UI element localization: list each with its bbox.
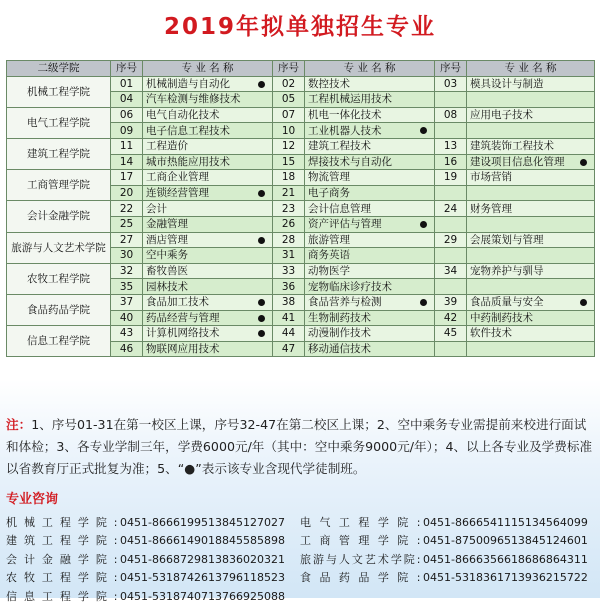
- contact-phone: 0451-86661490: [120, 534, 208, 548]
- table-header-row: [7, 61, 595, 77]
- major-label: 工业机器人技术: [308, 124, 382, 137]
- major-label: 生物制药技术: [308, 311, 371, 324]
- major-label: 中药制药技术: [470, 311, 533, 324]
- major-number: 37: [111, 294, 143, 310]
- major-name: [467, 216, 595, 232]
- major-number: 19: [435, 170, 467, 186]
- table-row: [7, 232, 595, 248]
- major-number: 41: [273, 310, 305, 326]
- major-number: 21: [273, 185, 305, 201]
- contact-entry: [6, 514, 300, 532]
- major-number: 35: [111, 279, 143, 295]
- major-name: [143, 232, 273, 248]
- apprenticeship-dot-icon: [420, 299, 427, 306]
- header-num: 序号: [273, 61, 305, 77]
- major-number: 10: [273, 123, 305, 139]
- major-name: [143, 170, 273, 186]
- major-label: 市场营销: [470, 171, 512, 184]
- apprenticeship-dot-icon: [258, 299, 265, 306]
- major-number: 05: [273, 92, 305, 108]
- major-number: 20: [111, 185, 143, 201]
- notes: [6, 414, 596, 480]
- college-name: 会计金融学院: [7, 201, 111, 232]
- contact-mobile: 15134564099: [510, 516, 588, 529]
- contact-phone: 0451-86687298: [120, 552, 208, 566]
- contact-college: 旅游与人文艺术学院:: [300, 552, 421, 566]
- major-number: 28: [273, 232, 305, 248]
- table-row: [7, 107, 595, 123]
- major-name: [467, 92, 595, 108]
- major-label: 电子信息工程技术: [146, 124, 230, 137]
- major-label: 食品质量与安全: [470, 296, 544, 309]
- major-number: 27: [111, 232, 143, 248]
- college-name: 建筑工程学院: [7, 138, 111, 169]
- major-number: [435, 185, 467, 201]
- contact-entry: [6, 551, 300, 569]
- major-number: 40: [111, 310, 143, 326]
- contact-mobile: 18686864311: [510, 552, 588, 566]
- major-name: [305, 232, 435, 248]
- major-number: 42: [435, 310, 467, 326]
- college-name: 电气工程学院: [7, 107, 111, 138]
- major-name: [143, 279, 273, 295]
- major-number: 17: [111, 170, 143, 186]
- header-num: 序号: [435, 61, 467, 77]
- major-name: [143, 92, 273, 108]
- contact-entry: [300, 532, 596, 550]
- major-name: [467, 123, 595, 139]
- major-name: [305, 263, 435, 279]
- major-name: [467, 170, 595, 186]
- table-row: [7, 76, 595, 92]
- header-major: 专 业 名 称: [143, 61, 273, 77]
- major-label: 宠物养护与驯导: [470, 265, 544, 278]
- major-name: [467, 263, 595, 279]
- major-name: [305, 154, 435, 170]
- major-number: 43: [111, 326, 143, 342]
- major-name: [143, 216, 273, 232]
- major-name: [143, 294, 273, 310]
- major-name: [305, 123, 435, 139]
- major-number: [435, 341, 467, 357]
- major-label: 畜牧兽医: [146, 265, 188, 278]
- major-name: [143, 326, 273, 342]
- major-name: [143, 341, 273, 357]
- major-label: 食品加工技术: [146, 296, 209, 309]
- contact-phone: 0451-53183617: [422, 571, 511, 585]
- major-number: 38: [273, 294, 305, 310]
- major-name: [467, 107, 595, 123]
- major-label: 工程造价: [146, 140, 188, 153]
- major-number: 32: [111, 263, 143, 279]
- major-label: 汽车检测与维修技术: [146, 93, 241, 106]
- major-name: [305, 310, 435, 326]
- major-label: 焊接技术与自动化: [308, 155, 392, 168]
- program-table: [6, 60, 595, 357]
- major-name: [143, 185, 273, 201]
- apprenticeship-dot-icon: [258, 190, 265, 197]
- contact-college: 信息工程学院:: [6, 589, 118, 603]
- contact-college: 农牧工程学院:: [6, 571, 118, 585]
- major-name: [305, 138, 435, 154]
- apprenticeship-dot-icon: [258, 237, 265, 244]
- major-number: 03: [435, 76, 467, 92]
- major-label: 商务英语: [308, 249, 350, 262]
- contact-entry: [300, 551, 596, 569]
- major-label: 建筑工程技术: [308, 140, 371, 153]
- college-name: 信息工程学院: [7, 326, 111, 357]
- notes-lead: 注：: [6, 417, 32, 432]
- major-number: 11: [111, 138, 143, 154]
- apprenticeship-dot-icon: [258, 330, 265, 337]
- major-number: 14: [111, 154, 143, 170]
- major-label: 物联网应用技术: [146, 342, 220, 355]
- table-row: [7, 294, 595, 310]
- contact-row: [6, 588, 596, 606]
- major-number: 46: [111, 341, 143, 357]
- major-number: 09: [111, 123, 143, 139]
- major-label: 软件技术: [470, 327, 512, 340]
- major-number: 13: [435, 138, 467, 154]
- major-label: 模具设计与制造: [470, 77, 544, 90]
- major-number: 22: [111, 201, 143, 217]
- major-label: 城市热能应用技术: [146, 155, 230, 168]
- header-major: 专 业 名 称: [305, 61, 435, 77]
- major-name: [305, 92, 435, 108]
- major-name: [143, 201, 273, 217]
- college-name: 食品药品学院: [7, 294, 111, 325]
- major-name: [143, 248, 273, 264]
- major-name: [467, 201, 595, 217]
- major-number: 30: [111, 248, 143, 264]
- major-name: [305, 216, 435, 232]
- contacts: [6, 514, 596, 606]
- consult-title: 专业咨询: [6, 492, 59, 507]
- major-label: 会展策划与管理: [470, 233, 544, 246]
- major-number: 45: [435, 326, 467, 342]
- major-name: [305, 341, 435, 357]
- apprenticeship-dot-icon: [580, 299, 587, 306]
- college-name: 旅游与人文艺术学院: [7, 232, 111, 263]
- contact-phone: 0451-86663566: [422, 552, 511, 566]
- major-label: 酒店管理: [146, 233, 188, 246]
- major-name: [467, 310, 595, 326]
- major-label: 园林技术: [146, 280, 188, 293]
- major-name: [467, 326, 595, 342]
- major-label: 空中乘务: [146, 249, 188, 262]
- contact-entry: [6, 588, 300, 606]
- college-name: 农牧工程学院: [7, 263, 111, 294]
- major-label: 药品经营与管理: [146, 311, 220, 324]
- contact-entry: [300, 514, 596, 532]
- major-number: 33: [273, 263, 305, 279]
- major-name: [467, 76, 595, 92]
- apprenticeship-dot-icon: [420, 127, 427, 134]
- major-name: [467, 294, 595, 310]
- major-number: 29: [435, 232, 467, 248]
- contact-entry: [6, 569, 300, 587]
- apprenticeship-dot-icon: [420, 221, 427, 228]
- major-name: [467, 341, 595, 357]
- contact-college: 机械工程学院:: [6, 516, 118, 529]
- major-label: 电子商务: [308, 187, 350, 200]
- major-label: 宠物临床诊疗技术: [308, 280, 392, 293]
- contact-phone: 0451-53187426: [120, 571, 208, 585]
- major-label: 机电一体化技术: [308, 109, 382, 122]
- major-number: 47: [273, 341, 305, 357]
- header-college: 二级学院: [7, 61, 111, 77]
- major-name: [467, 138, 595, 154]
- major-name: [467, 185, 595, 201]
- major-label: 电气自动化技术: [146, 109, 220, 122]
- major-label: 会计信息管理: [308, 202, 371, 215]
- contact-mobile: 13766925088: [208, 589, 285, 603]
- major-name: [467, 232, 595, 248]
- major-name: [305, 76, 435, 92]
- major-name: [305, 294, 435, 310]
- major-label: 金融管理: [146, 218, 188, 231]
- major-name: [143, 310, 273, 326]
- contact-row: [6, 569, 596, 587]
- major-number: 12: [273, 138, 305, 154]
- major-number: 04: [111, 92, 143, 108]
- major-number: 16: [435, 154, 467, 170]
- major-name: [467, 154, 595, 170]
- major-name: [143, 76, 273, 92]
- major-number: 36: [273, 279, 305, 295]
- college-name: 机械工程学院: [7, 76, 111, 107]
- major-number: 01: [111, 76, 143, 92]
- college-name: 工商管理学院: [7, 170, 111, 201]
- major-number: 18: [273, 170, 305, 186]
- contact-college: 电气工程学院:: [300, 516, 421, 529]
- contact-mobile: 18845585898: [208, 534, 285, 548]
- notes-text: 1、序号01-31在第一校区上课，序号32-47在第二校区上课；2、空中乘务专业需提前来校进行面试和体检；3、各专业学制三年，学费6000元/年（其中：空中乘务9000元/年）；4、以上各专业及学费标准以省教育厅正式批复为准；5、“●”表示该专业含现代学徒制班。: [6, 417, 593, 476]
- contact-entry: [300, 569, 596, 587]
- major-number: [435, 92, 467, 108]
- major-name: [143, 154, 273, 170]
- major-label: 资产评估与管理: [308, 218, 382, 231]
- contact-entry: [6, 532, 300, 550]
- major-label: 连锁经营管理: [146, 187, 209, 200]
- major-number: 08: [435, 107, 467, 123]
- contact-row: [6, 514, 596, 532]
- major-label: 旅游管理: [308, 233, 350, 246]
- apprenticeship-dot-icon: [580, 159, 587, 166]
- major-label: 动物医学: [308, 265, 350, 278]
- major-name: [305, 326, 435, 342]
- major-number: 31: [273, 248, 305, 264]
- major-number: [435, 216, 467, 232]
- table-row: [7, 326, 595, 342]
- contact-row: [6, 551, 596, 569]
- contact-mobile: 13845124601: [510, 534, 588, 548]
- major-label: 工商企业管理: [146, 171, 209, 184]
- major-label: 财务管理: [470, 202, 512, 215]
- major-name: [305, 248, 435, 264]
- major-label: 物流管理: [308, 171, 350, 184]
- apprenticeship-dot-icon: [258, 81, 265, 88]
- apprenticeship-dot-icon: [258, 315, 265, 322]
- major-label: 机械制造与自动化: [146, 77, 230, 90]
- major-number: 06: [111, 107, 143, 123]
- contact-phone: 0451-86661995: [120, 516, 208, 529]
- contact-college: 食品药品学院:: [300, 571, 421, 585]
- major-number: 15: [273, 154, 305, 170]
- major-name: [467, 279, 595, 295]
- major-label: 食品营养与检测: [308, 296, 382, 309]
- major-label: 工程机械运用技术: [308, 93, 392, 106]
- major-number: 26: [273, 216, 305, 232]
- contact-row: [6, 532, 596, 550]
- contact-college: 工商管理学院:: [300, 534, 421, 548]
- major-number: 02: [273, 76, 305, 92]
- major-number: 07: [273, 107, 305, 123]
- major-label: 移动通信技术: [308, 342, 371, 355]
- contact-phone: 0451-53187407: [120, 589, 208, 603]
- major-label: 应用电子技术: [470, 109, 533, 122]
- major-label: 计算机网络技术: [146, 327, 220, 340]
- major-label: 数控技术: [308, 77, 350, 90]
- major-number: 23: [273, 201, 305, 217]
- major-name: [143, 138, 273, 154]
- major-name: [305, 170, 435, 186]
- major-label: 建筑装饰工程技术: [470, 140, 554, 153]
- contact-phone: 0451-87500965: [422, 534, 511, 548]
- header-major: 专 业 名 称: [467, 61, 595, 77]
- major-number: [435, 279, 467, 295]
- major-number: [435, 248, 467, 264]
- major-number: 44: [273, 326, 305, 342]
- major-number: [435, 123, 467, 139]
- contact-college: 会计金融学院:: [6, 552, 118, 566]
- page-title: 2019年拟单独招生专业: [163, 14, 436, 40]
- major-label: 建设项目信息化管理: [470, 155, 565, 168]
- major-number: 34: [435, 263, 467, 279]
- header-num: 序号: [111, 61, 143, 77]
- table-row: [7, 201, 595, 217]
- major-label: 会计: [146, 202, 167, 215]
- table-row: [7, 138, 595, 154]
- contact-mobile: 13796118523: [208, 571, 285, 585]
- major-name: [143, 123, 273, 139]
- major-label: 动漫制作技术: [308, 327, 371, 340]
- contact-college: 建筑工程学院:: [6, 534, 118, 548]
- major-name: [305, 201, 435, 217]
- major-number: 39: [435, 294, 467, 310]
- major-name: [467, 248, 595, 264]
- major-name: [305, 185, 435, 201]
- major-name: [305, 279, 435, 295]
- major-name: [143, 263, 273, 279]
- contact-mobile: 13836020321: [208, 552, 285, 566]
- contact-phone: 0451-86665411: [422, 516, 511, 529]
- table-row: [7, 263, 595, 279]
- contact-mobile: 13845127027: [208, 516, 285, 529]
- major-number: 25: [111, 216, 143, 232]
- contact-mobile: 13936215722: [510, 571, 588, 585]
- major-name: [305, 107, 435, 123]
- table-row: [7, 170, 595, 186]
- major-number: 24: [435, 201, 467, 217]
- major-name: [143, 107, 273, 123]
